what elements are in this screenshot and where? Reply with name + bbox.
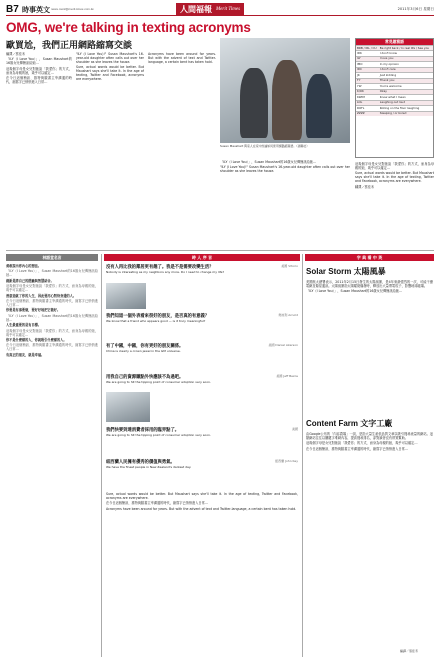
table-row: ROFL Rolling on the floor laughing	[356, 106, 433, 111]
list-item: 善意造就了你的人生，因此要用心對待身邊的人。	[6, 293, 77, 298]
article-byline: 編譯／蔡佳禾	[6, 52, 26, 56]
article-para-cn-2b: 這幾個字母是女兒對她說「我愛你」的方式，而身為母親的她，幾乎可以確定…	[355, 162, 434, 170]
photo-caption: Susan Maushart 與家人在家中討論如何使用網路縮寫語。（美聯社）	[220, 144, 310, 148]
issue-date: 2011年3月6日 星期日	[397, 7, 434, 11]
table-row: ILY I love you	[356, 56, 433, 61]
table-row: K/OK Okay	[356, 89, 433, 94]
list-item-body: 在今日這個簡訊、推特與臉書主宰溝通的時代，縮寫字已悄悄進入日常…	[6, 298, 98, 307]
logo-en: Merit Times	[216, 6, 241, 12]
article-column-2	[76, 52, 144, 247]
news-photo	[220, 38, 350, 143]
list-item: 你不是什麼樣的人，你就吸引什麼樣的人。	[6, 337, 67, 342]
table-row: IDC I don't care	[356, 67, 433, 72]
article-para-en-3: Acronyms have been around for years. But with the advent of text and Twitter-language, a certain bent has taken hold.	[148, 52, 216, 64]
quotes-extra: Sure, actual words would be better. But Maushart says she'll take it. In the age of texting, Twitter and Facebook, acronyms are everywhere. 在今日這個簡訊、推特與臉書主宰溝通的時代，縮寫字已悄悄進入日常… Acronyms have been around for years. But with the advent of text and Twitter-language, a certain bent has taken hold.	[106, 492, 298, 511]
list-item: 有真正的朋友，就是幸福。	[6, 352, 45, 357]
quote-item: 用我自己的資源賺點外快應該不為過吧。 美國 Jeff Bezos We are going to hit the tipping point of consumer adoption very soon.	[106, 374, 298, 385]
acronym-table	[355, 38, 434, 158]
quote-photo	[106, 392, 150, 422]
quote-item: 我們知道一個外表看來很好的朋友，是否真的有意義？ 奧地利 Arnold We know that a friend who appears good — is it truly meaningful?	[106, 313, 298, 324]
article-headline: OMG, we're talking in texting acronyms	[6, 20, 251, 35]
table-row: LOL Laughing out loud	[356, 100, 433, 105]
quote-item: 我們快要到達消費者採用的臨界點了。 美國 We are going to hit the tipping point of consumer adoption very soon.	[106, 427, 298, 438]
acronym-table-title: 常見縮寫語	[356, 39, 433, 45]
site-email: news.merit@merit-times.com.tw	[51, 7, 94, 11]
sidebar-quotes	[6, 264, 98, 657]
section-title: 時事英文	[22, 6, 50, 14]
list-item-body: 這幾個字母是女兒對她說「我愛你」的方式，而身為母親的她，幾乎可以確定…	[6, 284, 98, 293]
article-column-1	[6, 52, 72, 247]
quote-item: 有了中國，中國，你有更好的朋友關係。 美國 Daniel Akerson China is clearly a crown jewel in the GM universe.	[106, 343, 298, 354]
article-para-en-1b: "ILY (I Love You)!" Susan Maushart's 16-year-old daughter often calls out over her shoulder as she leaves the house.	[220, 165, 350, 174]
table-row: ZZZZ Sleeping / or bored	[356, 111, 433, 116]
list-item-body: 「ILY（I Love You）」，Susan Maushart的16歲女兒傳簡訊給她…	[6, 313, 98, 322]
word-title-2: Content Farm 文字工廠	[306, 419, 393, 428]
article-para-cn-1b: 「ILY（I Love You）」，Susan Maushart的16歲女兒傳簡訊給她…	[220, 160, 317, 164]
article-para-cn-1: 「ILY（I Love You）」，Susan Maushart的16歲女兒傳簡訊給她…	[6, 57, 72, 66]
table-row: YW You're welcome	[356, 84, 433, 89]
masthead	[6, 4, 434, 16]
list-item-body: 在今日這個簡訊、推特與臉書主宰溝通的時代，縮寫字已悄悄進入日常…	[6, 343, 98, 352]
column-divider	[101, 254, 102, 657]
list-item: 勇敢說出你內心的想法。	[6, 264, 42, 268]
table-row: JK Just kidding	[356, 73, 433, 78]
article-column-3	[148, 52, 216, 247]
section-divider	[6, 250, 434, 251]
list-item: 人生最重要的是有目標。	[6, 323, 42, 328]
article-author: 翻譯／蔡佳禾	[355, 184, 375, 189]
article-subhead: 歐買尬，我們正用網路縮寫交談	[6, 41, 133, 51]
table-row: IDK I don't know	[356, 51, 433, 56]
page-number: B7	[6, 4, 19, 15]
table-row: BRB / IRL / CU Be right back / In real life / See you	[356, 46, 433, 51]
acronym-rows	[356, 45, 433, 116]
article-para-en-2: Sure, actual words would be better. But Maushart says she'll take it. In the age of texting, Twitter and Facebook, acronyms are everywhere.	[76, 65, 144, 82]
list-item-body: 「ILY（I Love You）」，Susan Maushart的16歲女兒傳簡訊給她…	[6, 269, 98, 278]
list-item-body: 這幾個字母是女兒對她說「我愛你」的方式，而身為母親的她，幾乎可以確定…	[6, 328, 98, 337]
quotes-banner: 時 人 序 言	[104, 254, 300, 261]
article-para-en-2b: Sure, actual words would be better. But Maushart says she'll take it. In the age of texting, Twitter and Facebook, acronyms are everywhere.	[355, 171, 434, 184]
column-divider	[302, 254, 303, 657]
sidebar-title: 林語堂名言	[6, 254, 98, 261]
word-body-1: 美國航太總署表示，2011年2月15日發生的太陽風暴，是4年來最強烈的一次，可能干擾電網及衛星通訊。太陽風暴指太陽耀斑爆發時，釋放出大量帶電粒子，影響地球磁場。 「ILY（I Love You）」，Susan Maushart的16歲女兒傳簡訊給她…	[306, 280, 433, 294]
quote-item: 紐西蘭人民擁有優秀的價值與勇氣。 紐西蘭 John Key We have the finest people in New Zealand's darkest day.	[106, 459, 298, 470]
list-item: 你要是有事要做，要好好地把它做好。	[6, 308, 61, 313]
list-item: 創新是將自己的經驗與智慧結合。	[6, 278, 54, 283]
article-para-cn-2: 這幾個字母是女兒對她說「我愛你」的方式，而身為母親的她，幾乎可以確定…	[6, 66, 72, 75]
table-row: KWIM Know what I mean	[356, 95, 433, 100]
table-row: TY Thank you	[356, 78, 433, 83]
word-title-1: Solar Storm 太陽風暴	[306, 267, 386, 276]
article-continued-right	[355, 162, 434, 248]
quote-photo	[106, 283, 146, 309]
newspaper-logo	[176, 3, 244, 15]
article-continued	[220, 160, 350, 248]
table-row: IMO In my opinion	[356, 62, 433, 67]
quote-item: 沒有人再比我的鄰居更有趣了。我是不是需要改變生活？ 美國 Vitorio Nobody is interesting as my neighbors any more. Do I need to change my life?	[106, 264, 298, 275]
column-author: 編譯／蔡佳禾	[400, 649, 419, 653]
word-banner: 字 典 看 中 英	[305, 254, 434, 261]
word-body-2: 由Google公布的「內容農場」一詞，是指大量生產低品質文章以吸引搜尋流量的網站。這類網站往往以關鍵字堆砌內容，提高搜尋排名，卻對讀者沒有實質幫助。 這幾個字母是女兒對她說「我愛你」的方式，而身為母親的她，幾乎可以確定… 在今日這個簡訊、推特與臉書主宰溝通的時代，縮寫字已悄悄進入日常…	[306, 432, 433, 451]
article-para-cn-3: 在今日這個簡訊、推特與臉書主宰溝通的時代，縮寫字已悄悄進入日常…	[6, 76, 72, 85]
article-para-en-1: "ILY (I Love You)!" Susan Maushart's 16-year-old daughter often calls out over her shoulder as she leaves the house.	[76, 52, 144, 64]
logo-cn: 人間福報	[180, 3, 212, 14]
